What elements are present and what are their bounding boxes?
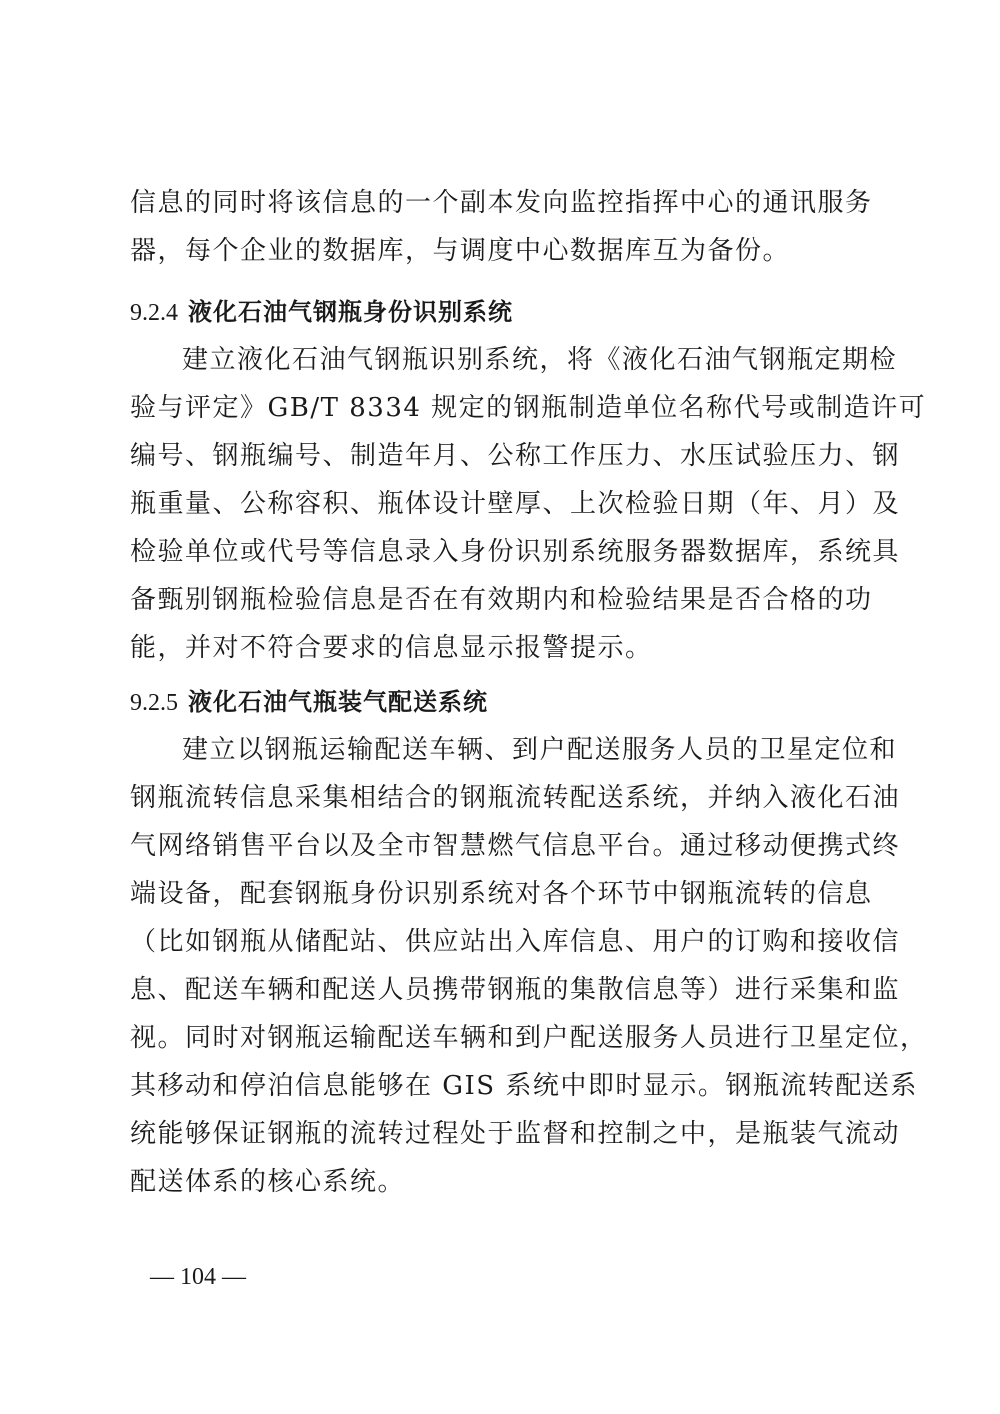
body-text-line: （比如钢瓶从储配站、供应站出入库信息、用户的订购和接收信 [130, 927, 901, 957]
section-number: 9.2.5 [130, 690, 178, 716]
body-text-line: 能，并对不符合要求的信息显示报警提示。 [130, 633, 653, 663]
body-text-line: 备甄别钢瓶检验信息是否在有效期内和检验结果是否合格的功 [130, 585, 873, 615]
body-text-line: 视。同时对钢瓶运输配送车辆和到户配送服务人员进行卫星定位， [130, 1023, 928, 1053]
body-text-line: 器，每个企业的数据库，与调度中心数据库互为备份。 [130, 236, 791, 266]
section-title: 液化石油气钢瓶身份识别系统 [188, 298, 513, 326]
section-heading-9-2-4 [130, 297, 513, 328]
body-text-line: 建立液化石油气钢瓶识别系统，将《液化石油气钢瓶定期检 [182, 345, 898, 375]
body-text-line: 检验单位或代号等信息录入身份识别系统服务器数据库，系统具 [130, 537, 901, 567]
section-heading-9-2-5 [130, 687, 488, 718]
page-number: — 104 — [150, 1264, 246, 1290]
body-text-line: 建立以钢瓶运输配送车辆、到户配送服务人员的卫星定位和 [182, 735, 898, 765]
body-text-line: 验与评定》GB/T 8334 规定的钢瓶制造单位名称代号或制造许可 [130, 393, 927, 423]
body-text-line: 信息的同时将该信息的一个副本发向监控指挥中心的通讯服务 [130, 188, 873, 218]
body-text-line: 编号、钢瓶编号、制造年月、公称工作压力、水压试验压力、钢 [130, 441, 901, 471]
body-text-line: 气网络销售平台以及全市智慧燃气信息平台。通过移动便携式终 [130, 831, 901, 861]
body-text-line: 其移动和停泊信息能够在 GIS 系统中即时显示。钢瓶流转配送系 [130, 1071, 918, 1101]
section-number: 9.2.4 [130, 300, 178, 326]
body-text-line: 钢瓶流转信息采集相结合的钢瓶流转配送系统，并纳入液化石油 [130, 783, 901, 813]
body-text-line: 瓶重量、公称容积、瓶体设计壁厚、上次检验日期（年、月）及 [130, 489, 901, 519]
body-text-line: 配送体系的核心系统。 [130, 1167, 406, 1197]
body-text-line: 端设备，配套钢瓶身份识别系统对各个环节中钢瓶流转的信息 [130, 879, 873, 909]
section-title: 液化石油气瓶装气配送系统 [188, 688, 488, 716]
body-text-line: 息、配送车辆和配送人员携带钢瓶的集散信息等）进行采集和监 [130, 975, 901, 1005]
body-text-line: 统能够保证钢瓶的流转过程处于监督和控制之中，是瓶装气流动 [130, 1119, 901, 1149]
